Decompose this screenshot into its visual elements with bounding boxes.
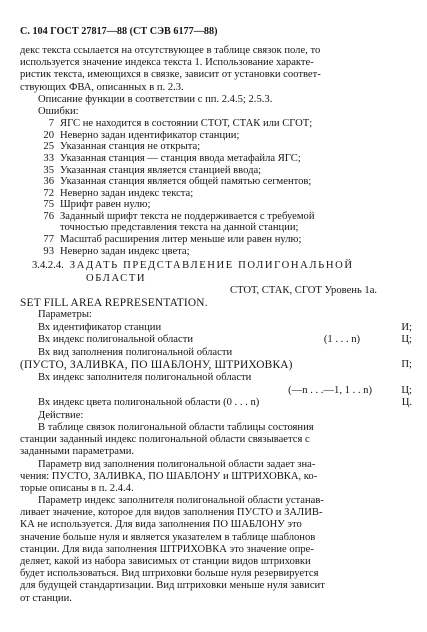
section-title-line	[20, 260, 412, 273]
error-item	[20, 141, 412, 153]
param-type: Ц;	[401, 334, 412, 346]
error-text: точностью представления текста на данной станции;	[60, 222, 299, 234]
error-item	[20, 199, 412, 211]
error-code: 25	[43, 141, 54, 153]
error-code: 77	[43, 234, 54, 246]
error-text: Указанная станция является станцией ввода;	[60, 164, 262, 176]
error-item	[20, 188, 412, 200]
text-line: для будущей стандартизации. Вид штриховки меньше нуля зависит	[20, 580, 325, 592]
page-header: С. 104 ГОСТ 27817—88 (СТ СЭВ 6177—88)	[20, 26, 218, 37]
params-label: Параметры:	[38, 309, 92, 321]
errors-label: Ошибки:	[38, 105, 79, 117]
error-text: Неверно задан индекс цвета;	[60, 245, 190, 257]
param-name: вид заполнения полигональной области	[52, 346, 233, 358]
param-name: индекс заполнителя полигональной области	[52, 371, 252, 383]
action-paragraph	[20, 422, 412, 459]
error-text: Шрифт равен нулю;	[60, 199, 151, 211]
section-heading	[20, 260, 412, 309]
text-line: Параметр вид заполнения полигональной области задает зна-	[38, 458, 316, 470]
error-code	[20, 222, 60, 234]
param-direction: Вх	[38, 346, 51, 358]
error-code: 75	[43, 199, 54, 211]
param-direction: Вх	[38, 334, 51, 346]
error-item	[20, 211, 412, 223]
action-paragraph	[20, 459, 412, 496]
error-code: 35	[43, 164, 54, 176]
param-name: индекс цвета полигональной области	[52, 397, 221, 409]
text-line: будет использоваться. Вид штриховки больше нуля резервируется	[20, 568, 319, 580]
param-range: (—n . . .—1, 1 . . n)	[288, 384, 372, 396]
param-name: индекс полигональной области	[52, 334, 193, 346]
error-item	[20, 234, 412, 246]
text-line: ствующих ФВА, описанных в п. 2.3.	[20, 81, 184, 93]
text-line: В таблице связок полигональной области таблицы состояния	[38, 421, 314, 433]
error-code: 72	[43, 187, 54, 199]
error-item	[20, 130, 412, 142]
section-english-name: SET FILL AREA REPRESENTATION.	[20, 297, 208, 310]
section-number: 3.4.2.4.	[32, 260, 64, 272]
error-text: Указанная станция не открыта;	[60, 141, 201, 153]
error-text: Масштаб расширения литер меньше или равен нулю;	[60, 234, 302, 246]
param-direction: Вх	[38, 371, 51, 383]
error-item	[20, 118, 412, 130]
param-type: П;	[401, 359, 412, 371]
error-code: 76	[43, 210, 54, 222]
section-states-level: СТОТ, СТАК, СГОТ Уровень 1а.	[230, 285, 378, 297]
text-line: значение больше нуля и является указателем в таблице шаблонов	[20, 531, 316, 543]
text-line: чения: ПУСТО, ЗАЛИВКА, ПО ШАБЛОНУ и ШТРИХОВКА, ко-	[20, 470, 318, 482]
param-range: (1 . . . n)	[323, 334, 361, 346]
text-line: ристик текста, имеющихся в связке, зависит от установки соответ-	[20, 69, 321, 81]
error-item	[20, 153, 412, 165]
param-range	[302, 322, 382, 335]
text-line: станции. Для вида заполнения ШТРИХОВКА это значение опре-	[20, 543, 314, 555]
error-text: ЯГС не находится в состоянии СТОТ, СТАК или СГОТ;	[60, 118, 313, 130]
error-item	[20, 176, 412, 188]
error-item	[20, 222, 412, 234]
error-code: 93	[43, 245, 54, 257]
text-line: деляет, какой из набора зависимых от станции видов штриховки	[20, 556, 311, 567]
param-type: Ц.	[401, 397, 412, 409]
param-values-row	[20, 359, 412, 372]
param-range: (0 . . . n)	[223, 397, 260, 409]
param-row	[20, 322, 412, 335]
section-title-cont: ОБЛАСТИ	[86, 272, 147, 284]
param-direction: Вх	[38, 397, 51, 409]
error-item	[20, 165, 412, 177]
section-title: ЗАДАТЬ ПРЕДСТАВЛЕНИЕ ПОЛИГОНАЛЬНОЙ	[69, 260, 354, 272]
error-code: 20	[43, 129, 54, 141]
param-name: идентификатор станции	[52, 321, 162, 333]
fill-style-values: (ПУСТО, ЗАЛИВКА, ПО ШАБЛОНУ, ШТРИХОВКА)	[20, 359, 293, 372]
action-paragraph	[20, 495, 412, 605]
error-text: Заданный шрифт текста не поддерживается с требуемой	[60, 210, 315, 222]
params-list	[20, 322, 412, 410]
error-item	[20, 246, 412, 258]
action-label: Действие:	[38, 409, 84, 421]
error-text: Неверно задан идентификатор станции;	[60, 129, 240, 141]
param-direction: Вх	[38, 321, 51, 333]
param-type: Ц;	[401, 384, 412, 396]
errors-list	[20, 118, 412, 257]
param-row	[20, 397, 412, 410]
page-body	[20, 45, 412, 605]
param-type: И;	[401, 321, 412, 333]
error-code: 7	[48, 118, 54, 130]
param-row	[20, 334, 412, 347]
text-line: торые описаны в п. 2.4.4.	[20, 482, 134, 494]
text-line: декс текста ссылается на отсутствующее в таблице связок поле, то	[20, 45, 321, 56]
error-code: 36	[43, 176, 54, 188]
error-code: 33	[43, 152, 54, 164]
text-line: КА не используется. Для вида заполнения ПО ШАБЛОНУ это	[20, 519, 302, 531]
param-range-row	[20, 385, 412, 398]
text-line: ливает значение, которое для видов заполнения ПУСТО и ЗАЛИВ-	[20, 507, 323, 519]
function-description: Описание функции в соответствии с пп. 2.4.5; 2.5.3.	[38, 93, 273, 105]
error-text: Неверно задан индекс текста;	[60, 187, 194, 199]
param-row	[20, 372, 412, 385]
text-line: от станции.	[20, 592, 72, 604]
text-line: используется значение индекса текста 1. Использование характе-	[20, 57, 314, 69]
intro-paragraph	[20, 45, 412, 94]
text-line: Параметр индекс заполнителя полигональной области устанав-	[38, 495, 324, 507]
param-row	[20, 347, 412, 360]
text-line: заданными параметрами.	[20, 446, 135, 458]
error-text: Указанная станция — станция ввода метафайла ЯГС;	[60, 152, 301, 164]
text-line: станции заданный индекс полигональной области связывается с	[20, 434, 310, 446]
error-text: Указанная станция является общей памятью сегментов;	[60, 176, 312, 188]
